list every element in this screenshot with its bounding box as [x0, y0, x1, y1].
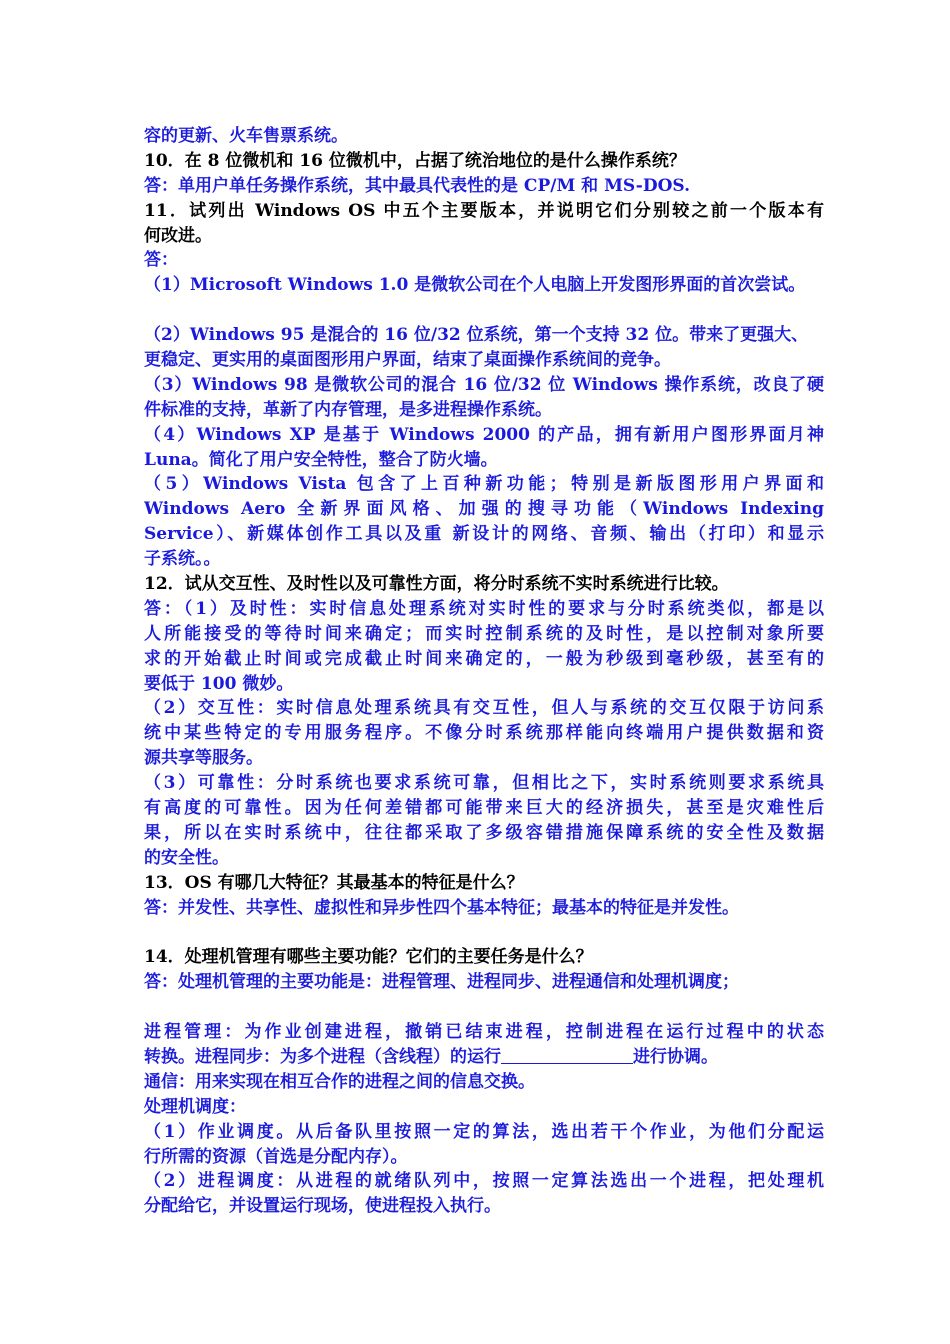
- answer-10: 答：单用户单任务操作系统，其中最具代表性的是 CP/M 和 MS-DOS.: [144, 175, 691, 196]
- answer-14-process-scheduling: （2）进程调度：从进程的就绪队列中，按照一定算法选出一个进程，把处理机: [144, 1171, 824, 1192]
- answer-14: 答：处理机管理的主要功能是：进程管理、进程同步、进程通信和处理机调度；: [144, 972, 739, 993]
- answer-12-item-3: （3）可靠性：分时系统也要求系统可靠，但相比之下，实时系统则要求系统具: [144, 773, 824, 794]
- answer-12-item-3-cont: 果，所以在实时系统中，往往都采取了多级容错措施保障系统的安全性及数据: [144, 822, 824, 843]
- process-sync-text: 转换。进程同步：为多个进程（含线程）的运行: [144, 1046, 501, 1067]
- answer-12-item-2-cont: 统中某些特定的专用服务程序。不像分时系统那样能向终端用户提供数据和资: [144, 723, 824, 744]
- answer-11-item-1: （1）Microsoft Windows 1.0 是微软公司在个人电脑上开发图形界面的首次尝试。: [144, 275, 806, 296]
- answer-14-process-sync: [144, 1045, 824, 1070]
- answer-11-item-5: （5）Windows Vista 包含了上百种新功能；特别是新版图形用户界面和: [144, 474, 824, 495]
- blank-line: [144, 298, 824, 323]
- answer-11-item-4-cont: Luna。简化了用户安全特性，整合了防火墙。: [144, 449, 498, 470]
- question-11-cont: 何改进。: [144, 225, 212, 246]
- answer-11-item-4: （4）Windows XP 是基于 Windows 2000 的产品，拥有新用户图形界面月神: [144, 424, 824, 445]
- answer-12-item-2-end: 源共享等服务。: [144, 748, 263, 769]
- answer-14-job-scheduling: （1）作业调度。从后备队里按照一定的算法，选出若干个作业，为他们分配运: [144, 1121, 824, 1142]
- answer-12-item-2: （2）交互性：实时信息处理系统具有交互性，但人与系统的交互仅限于访问系: [144, 698, 824, 719]
- answer-12-item-1-cont: 人所能接受的等待时间来确定；而实时控制系统的及时性，是以控制对象所要: [144, 623, 824, 644]
- answer-label: 答：: [144, 250, 178, 271]
- answer-14-scheduling-heading: 处理机调度：: [144, 1096, 246, 1117]
- question-12: 12．试从交互性、及时性以及可靠性方面，将分时系统不实时系统进行比较。: [144, 574, 729, 595]
- answer-12-item-3-cont: 有高度的可靠性。因为任何差错都可能带来巨大的经济损失，甚至是灾难性后: [144, 798, 824, 819]
- answer-11-item-5-end: 子系统。。: [144, 549, 221, 570]
- answer-14-process-management: 进程管理：为作业创建进程，撤销已结束进程，控制进程在运行过程中的状态: [144, 1022, 824, 1043]
- text-line: 容的更新、火车售票系统。: [144, 126, 348, 146]
- document-page: [144, 124, 824, 1219]
- answer-11-item-2: （2）Windows 95 是混合的 16 位/32 位系统，第一个支持 32 位。带来了更强大、: [144, 325, 809, 346]
- answer-14-job-scheduling-cont: 行所需的资源（首选是分配内存）。: [144, 1146, 408, 1167]
- process-sync-text-end: 进行协调。: [633, 1046, 718, 1067]
- answer-14-process-scheduling-cont: 分配给它，并设置运行现场，使进程投入执行。: [144, 1196, 501, 1217]
- answer-12-item-1-cont: 求的开始截止时间或完成截止时间来确定的，一般为秒级到毫秒级，甚至有的: [144, 648, 824, 669]
- blank-line: [144, 921, 824, 946]
- blank-line: [144, 995, 824, 1020]
- fill-in-blank: [501, 1046, 633, 1064]
- question-13: 13．OS 有哪几大特征？其最基本的特征是什么？: [144, 872, 524, 893]
- answer-12-item-1: 答：（1）及时性：实时信息处理系统对实时性的要求与分时系统类似，都是以: [144, 598, 824, 619]
- answer-12-item-3-end: 的安全性。: [144, 847, 229, 868]
- answer-13: 答：并发性、共享性、虚拟性和异步性四个基本特征；最基本的特征是并发性。: [144, 897, 739, 918]
- answer-14-communication: 通信：用来实现在相互合作的进程之间的信息交换。: [144, 1071, 535, 1092]
- question-10: 10．在 8 位微机和 16 位微机中，占据了统治地位的是什么操作系统？: [144, 150, 686, 171]
- question-11: 11．试列出 Windows OS 中五个主要版本，并说明它们分别较之前一个版本有: [144, 200, 824, 221]
- answer-11-item-5-cont: Service）、新媒体创作工具以及重 新设计的网络、音频、输出（打印）和显示: [144, 524, 824, 545]
- question-14: 14．处理机管理有哪些主要功能？它们的主要任务是什么？: [144, 947, 593, 968]
- answer-11-item-5-cont: Windows Aero 全新界面风格、加强的搜寻功能（Windows Indexing: [144, 499, 824, 520]
- answer-11-item-3-cont: 件标准的支持，革新了内存管理，是多进程操作系统。: [144, 399, 552, 420]
- answer-12-item-1-end: 要低于 100 微妙。: [144, 673, 294, 694]
- answer-11-item-3: （3）Windows 98 是微软公司的混合 16 位/32 位 Windows 操作系统，改良了硬: [144, 374, 824, 395]
- answer-11-item-2-cont: 更稳定、更实用的桌面图形用户界面，结束了桌面操作系统间的竞争。: [144, 350, 671, 371]
